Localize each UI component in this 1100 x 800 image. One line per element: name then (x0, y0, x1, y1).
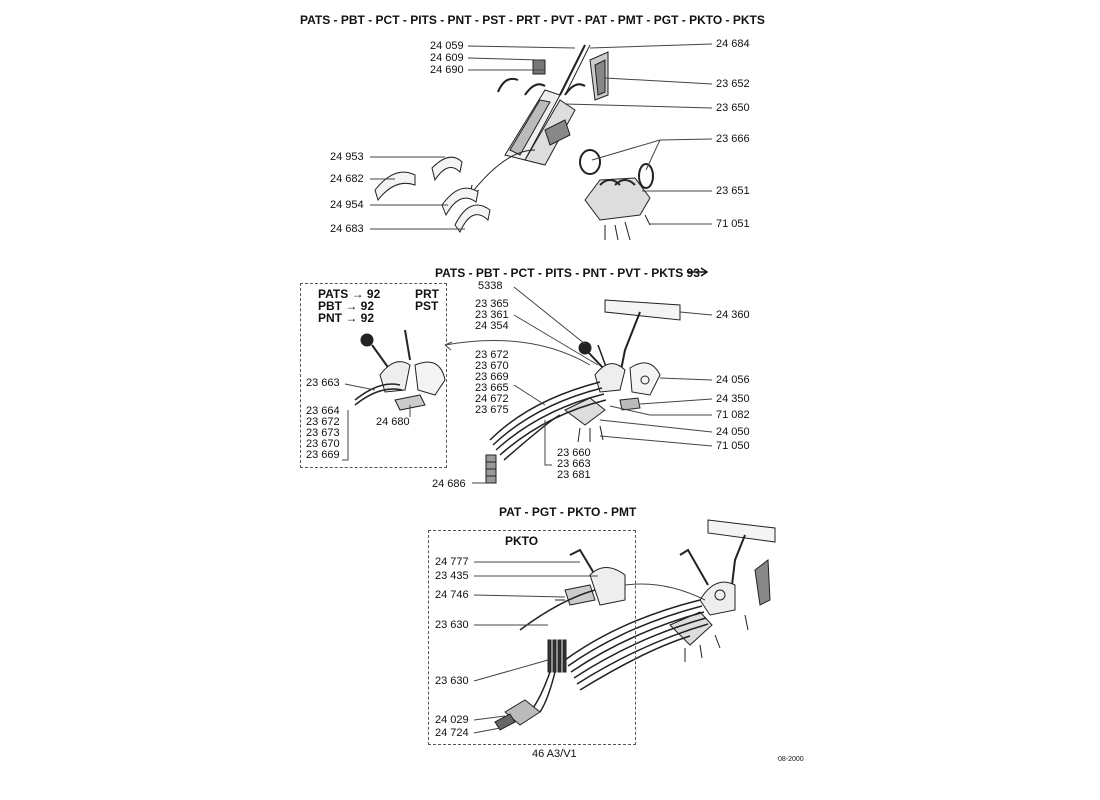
part-label: 24 682 (330, 173, 364, 185)
part-label: 23 435 (435, 570, 469, 582)
top-assembly-drawing (375, 45, 653, 240)
part-label: 23 681 (557, 469, 591, 481)
part-label: 24 056 (716, 374, 750, 386)
part-label: 23 650 (716, 102, 750, 114)
inset-title: PKTO (505, 534, 539, 548)
part-label: 24 954 (330, 199, 364, 211)
part-label: 23 672 (306, 416, 340, 428)
part-label: 24 672 (475, 393, 509, 405)
part-label: 24 684 (716, 38, 750, 50)
inset-model-right: PRT (415, 287, 439, 301)
part-label: 23 666 (716, 133, 750, 145)
part-label: 71 051 (716, 218, 750, 230)
inset-model: PNT → 92 (318, 311, 375, 325)
part-label: 23 651 (716, 185, 750, 197)
part-label: 5338 (478, 280, 503, 292)
part-label: 24 746 (435, 589, 469, 601)
part-label: 24 683 (330, 223, 364, 235)
part-label: 24 050 (716, 426, 750, 438)
inset-model: PBT → 92 (318, 299, 375, 313)
part-label: 23 365 (475, 298, 509, 310)
middle-section-title: PATS - PBT - PCT - PITS - PNT - PVT - PKTS 93 (435, 266, 700, 280)
part-label: 24 686 (432, 478, 466, 490)
part-label: 23 361 (475, 309, 509, 321)
part-label: 23 675 (475, 404, 509, 416)
part-label: 23 630 (435, 675, 469, 687)
bottom-section-title: PAT - PGT - PKTO - PMT (499, 505, 637, 519)
part-label: 23 665 (475, 382, 509, 394)
part-label: 23 669 (306, 449, 340, 461)
revision-date: 08-2000 (778, 756, 804, 763)
inset-model: PATS → 92 (318, 287, 381, 301)
part-label: 23 669 (475, 371, 509, 383)
part-label: 24 680 (376, 416, 410, 428)
part-label: 24 354 (475, 320, 509, 332)
part-label: 24 724 (435, 727, 469, 739)
part-label: 24 953 (330, 151, 364, 163)
part-label: 24 690 (430, 64, 464, 76)
top-section-title: PATS - PBT - PCT - PITS - PNT - PST - PRT - PVT - PAT - PMT - PGT - PKTO - PKTS (300, 13, 765, 27)
part-label: 23 652 (716, 78, 750, 90)
part-label: 23 670 (475, 360, 509, 372)
part-label: 24 350 (716, 393, 750, 405)
part-label: 71 082 (716, 409, 750, 421)
part-label: 23 673 (306, 427, 340, 439)
part-label: 23 663 (306, 377, 340, 389)
part-label: 24 029 (435, 714, 469, 726)
part-label: 23 664 (306, 405, 340, 417)
part-label: 71 050 (716, 440, 750, 452)
part-label: 23 660 (557, 447, 591, 459)
part-label: 24 609 (430, 52, 464, 64)
page-code: 46 A3/V1 (532, 748, 577, 760)
part-label: 24 360 (716, 309, 750, 321)
part-label: 23 630 (435, 619, 469, 631)
part-label: 23 663 (557, 458, 591, 470)
part-label: 23 672 (475, 349, 509, 361)
part-label: 24 059 (430, 40, 464, 52)
part-label: 24 777 (435, 556, 469, 568)
part-label: 23 670 (306, 438, 340, 450)
inset-model-right: PST (415, 299, 439, 313)
